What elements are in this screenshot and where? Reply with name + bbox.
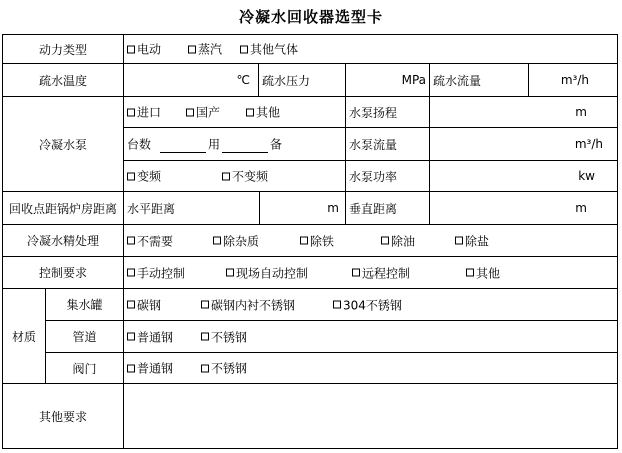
pump-standby-label: 备 bbox=[270, 137, 283, 152]
drain-flow-label-cell bbox=[429, 63, 529, 97]
valve-label: 阀门 bbox=[72, 361, 97, 376]
temp-unit: ℃ bbox=[236, 73, 250, 87]
checkbox-icon[interactable] bbox=[201, 364, 209, 372]
drain-temp-label-cell bbox=[2, 63, 124, 97]
power-electric-option[interactable] bbox=[127, 41, 161, 58]
option-label: 普通钢 bbox=[137, 361, 174, 376]
drain-flow-label: 疏水流量 bbox=[433, 73, 482, 88]
pipe-stainless-option[interactable] bbox=[201, 328, 247, 345]
checkbox-icon[interactable] bbox=[201, 333, 209, 341]
checkbox-icon[interactable] bbox=[127, 364, 135, 372]
drain-pressure-input-cell[interactable] bbox=[345, 63, 430, 97]
tank-label-cell bbox=[45, 288, 124, 321]
drain-temp-input-cell[interactable] bbox=[123, 63, 259, 97]
tank-carbon-steel-option[interactable] bbox=[127, 296, 161, 313]
option-label: 不锈钢 bbox=[211, 361, 248, 376]
power-other-gas-option[interactable] bbox=[240, 41, 298, 58]
other-requirements-input[interactable] bbox=[123, 383, 618, 449]
pump-flow-label: 水泵流量 bbox=[349, 137, 398, 152]
checkbox-icon[interactable] bbox=[333, 301, 341, 309]
tank-options-cell bbox=[123, 288, 618, 321]
pump-freq-cell bbox=[123, 160, 346, 192]
option-label: 除盐 bbox=[465, 234, 490, 248]
pipe-label: 管道 bbox=[72, 330, 97, 344]
checkbox-icon[interactable] bbox=[466, 269, 474, 277]
drain-pressure-label: 疏水压力 bbox=[262, 73, 311, 88]
treatment-oil-option[interactable] bbox=[381, 232, 415, 249]
horizontal-distance-input-cell[interactable] bbox=[259, 191, 346, 225]
option-label: 除铁 bbox=[310, 234, 335, 248]
tank-304-option[interactable] bbox=[333, 296, 402, 313]
control-other-option[interactable] bbox=[466, 264, 500, 281]
tank-label: 集水罐 bbox=[66, 298, 103, 312]
option-label: 手动控制 bbox=[137, 266, 186, 280]
checkbox-icon[interactable] bbox=[246, 108, 254, 116]
distance-label-cell bbox=[2, 191, 124, 225]
treatment-iron-option[interactable] bbox=[300, 232, 334, 249]
option-label: 除杂质 bbox=[223, 234, 260, 248]
drain-pressure-label-cell bbox=[258, 63, 346, 97]
option-label: 现场自动控制 bbox=[236, 266, 309, 280]
pump-use-count-field[interactable] bbox=[160, 142, 206, 153]
pump-head-input-cell[interactable] bbox=[429, 96, 618, 128]
pump-power-label-cell bbox=[345, 160, 430, 192]
pump-count-label: 台数 bbox=[127, 137, 152, 152]
valve-ordinary-steel-option[interactable] bbox=[127, 360, 173, 377]
control-label: 控制要求 bbox=[38, 266, 87, 280]
pump-head-label: 水泵扬程 bbox=[349, 105, 398, 120]
option-label: 电动 bbox=[137, 42, 162, 57]
pump-label-cell bbox=[2, 96, 124, 192]
valve-label-cell bbox=[45, 352, 124, 384]
power-type-label: 动力类型 bbox=[38, 42, 87, 57]
option-label: 碳钢 bbox=[137, 298, 162, 312]
origin-other-option[interactable] bbox=[246, 104, 280, 121]
control-remote-option[interactable] bbox=[352, 264, 410, 281]
control-options-cell bbox=[123, 256, 618, 289]
checkbox-icon[interactable] bbox=[240, 45, 248, 53]
treatment-salt-option[interactable] bbox=[455, 232, 489, 249]
checkbox-icon[interactable] bbox=[381, 237, 389, 245]
checkbox-icon[interactable] bbox=[127, 333, 135, 341]
pipe-ordinary-steel-option[interactable] bbox=[127, 328, 173, 345]
checkbox-icon[interactable] bbox=[300, 237, 308, 245]
control-manual-option[interactable] bbox=[127, 264, 185, 281]
option-label: 远程控制 bbox=[362, 266, 411, 280]
pump-flow-unit: m³/h bbox=[574, 137, 603, 151]
material-label: 材质 bbox=[11, 329, 36, 344]
option-label: 变频 bbox=[137, 169, 162, 184]
pump-flow-label-cell bbox=[345, 127, 430, 161]
pump-count-cell bbox=[123, 127, 346, 161]
option-label: 进口 bbox=[137, 105, 162, 120]
freq-variable-option[interactable] bbox=[127, 168, 161, 185]
treatment-label-cell bbox=[2, 224, 124, 257]
option-label: 不变频 bbox=[232, 169, 269, 184]
checkbox-icon[interactable] bbox=[352, 269, 360, 277]
pump-power-input-cell[interactable] bbox=[429, 160, 618, 192]
pump-use-label: 用 bbox=[208, 137, 221, 152]
power-type-options-cell bbox=[123, 34, 618, 64]
distance-label: 回收点距锅炉房距离 bbox=[8, 201, 117, 216]
power-unit: kw bbox=[578, 169, 595, 183]
control-local-auto-option[interactable] bbox=[226, 264, 308, 281]
checkbox-icon[interactable] bbox=[188, 45, 196, 53]
option-label: 304不锈钢 bbox=[343, 298, 402, 312]
head-unit: m bbox=[575, 105, 587, 119]
checkbox-icon[interactable] bbox=[201, 301, 209, 309]
checkbox-icon[interactable] bbox=[226, 269, 234, 277]
option-label: 普通钢 bbox=[137, 330, 174, 344]
origin-domestic-option[interactable] bbox=[186, 104, 220, 121]
checkbox-icon[interactable] bbox=[127, 172, 135, 180]
origin-import-option[interactable] bbox=[127, 104, 161, 121]
vertical-unit: m bbox=[575, 201, 587, 215]
form-title: 冷凝水回收器选型卡 bbox=[238, 8, 383, 26]
treatment-options-cell bbox=[123, 224, 618, 257]
pipe-label-cell bbox=[45, 320, 124, 353]
option-label: 其他 bbox=[256, 105, 281, 120]
checkbox-icon[interactable] bbox=[213, 237, 221, 245]
option-label: 蒸汽 bbox=[198, 42, 223, 57]
horizontal-distance-label-cell bbox=[123, 191, 260, 225]
pump-standby-count-field[interactable] bbox=[222, 142, 268, 153]
vertical-distance-input-cell[interactable] bbox=[429, 191, 618, 225]
other-requirements-label: 其他要求 bbox=[38, 409, 87, 424]
option-label: 国产 bbox=[196, 105, 221, 120]
checkbox-icon[interactable] bbox=[127, 237, 135, 245]
pump-head-label-cell bbox=[345, 96, 430, 128]
treatment-impurity-option[interactable] bbox=[213, 232, 259, 249]
checkbox-icon[interactable] bbox=[127, 45, 135, 53]
horizontal-unit: m bbox=[327, 201, 339, 215]
option-label: 不锈钢 bbox=[211, 330, 248, 344]
freq-fixed-option[interactable] bbox=[222, 168, 268, 185]
vertical-distance-label-cell bbox=[345, 191, 430, 225]
checkbox-icon[interactable] bbox=[186, 108, 194, 116]
checkbox-icon[interactable] bbox=[127, 301, 135, 309]
pump-power-label: 水泵功率 bbox=[349, 169, 398, 184]
valve-stainless-option[interactable] bbox=[201, 360, 247, 377]
material-label-cell bbox=[2, 288, 46, 384]
pump-flow-input-cell[interactable] bbox=[429, 127, 618, 161]
checkbox-icon[interactable] bbox=[127, 108, 135, 116]
option-label: 碳钢内衬不锈钢 bbox=[211, 298, 296, 312]
pump-label: 冷凝水泵 bbox=[38, 137, 87, 152]
pipe-options-cell bbox=[123, 320, 618, 353]
option-label: 不需要 bbox=[137, 234, 174, 248]
drain-flow-input-cell[interactable] bbox=[528, 63, 618, 97]
checkbox-icon[interactable] bbox=[222, 172, 230, 180]
flow-unit: m³/h bbox=[560, 73, 589, 87]
treatment-none-option[interactable] bbox=[127, 232, 173, 249]
power-type-label-cell bbox=[2, 34, 124, 64]
tank-lined-option[interactable] bbox=[201, 296, 295, 313]
power-steam-option[interactable] bbox=[188, 41, 222, 58]
checkbox-icon[interactable] bbox=[455, 237, 463, 245]
control-label-cell bbox=[2, 256, 124, 289]
valve-options-cell bbox=[123, 352, 618, 384]
option-label: 其他 bbox=[476, 266, 501, 280]
pump-origin-cell bbox=[123, 96, 346, 128]
checkbox-icon[interactable] bbox=[127, 269, 135, 277]
vertical-distance-label: 垂直距离 bbox=[349, 201, 398, 216]
other-requirements-label-cell bbox=[2, 383, 124, 449]
treatment-label: 冷凝水精处理 bbox=[26, 234, 99, 248]
option-label: 其他气体 bbox=[250, 42, 299, 57]
horizontal-distance-label: 水平距离 bbox=[127, 201, 176, 216]
option-label: 除油 bbox=[391, 234, 416, 248]
drain-temp-label: 疏水温度 bbox=[38, 73, 87, 88]
pressure-unit: MPa bbox=[401, 73, 426, 87]
